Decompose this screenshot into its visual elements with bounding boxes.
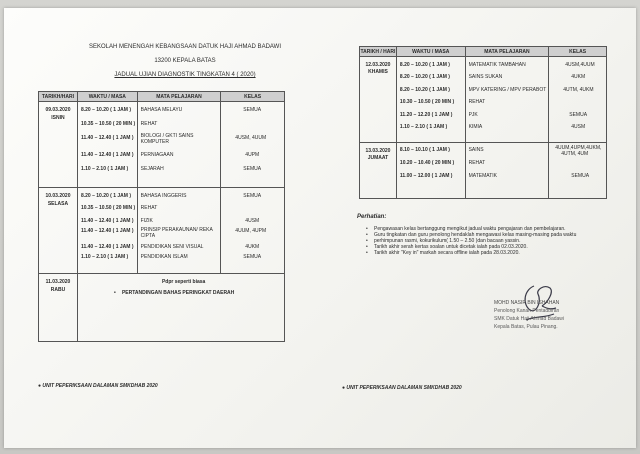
day-name: RABU <box>50 287 66 293</box>
table-header <box>360 47 607 57</box>
day-cell <box>39 188 78 274</box>
header-class: KELAS <box>549 47 607 57</box>
day-cell <box>39 274 78 342</box>
footer-right: ● UNIT PEPERIKSAAN DALAMAN SMKDHAB 2020 <box>342 385 462 391</box>
header-time: WAKTU / MASA <box>396 47 465 57</box>
list-item: • Tarikh akhir "Key in" markah secara offline ialah pada 28.03.2020. <box>366 250 576 256</box>
day-cell <box>360 143 397 199</box>
document-title: JADUAL UJIAN DIAGNOSTIK TINGKATAN 4 ( 2020) <box>114 72 256 78</box>
day-name: SELASA <box>47 201 69 207</box>
class-cell: 4USM,4UUM 4UKM 4UTM, 4UKM SEMUA 4USM <box>549 57 607 143</box>
class-cell: 4UUM,4UPM,4UKM, 4UTM, 4UM SEMUA <box>549 143 607 199</box>
list-item: • Pengawasan kelas bertanggung mengikut jadual waktu pengajaran dan pembelajaran. <box>366 226 576 232</box>
signature-line1: Penolong Kanan Pentadbiran <box>494 308 560 314</box>
event-note: Pdpr seperti biasa <box>161 279 206 285</box>
signature-name: MOHD NASIR BIN ISHAHAN <box>494 300 560 306</box>
header-class: KELAS <box>221 92 285 102</box>
day-name: ISNIN <box>51 115 65 121</box>
day-name: KHAMIS <box>368 69 388 75</box>
event-title: PERTANDINGAN BAHAS PERINGKAT DAERAH <box>121 290 235 296</box>
list-item: • Tarikh akhir serah kertas soalan untuk dicetak ialah pada 02.03.2020. <box>366 244 576 250</box>
school-address: 13200 KEPALA BATAS <box>154 58 216 64</box>
time-cell: 8.10 – 10.10 ( 1 JAM ) 10.20 – 10.40 ( 20 MIN ) 11.00 – 12.00 ( 1 JAM ) <box>396 143 465 199</box>
signature-line2: SMK Datuk Haji Ahmad Badawi <box>494 316 565 322</box>
day-cell <box>360 57 397 143</box>
table-header <box>39 92 285 102</box>
table-row <box>39 274 285 342</box>
header-subject: MATA PELAJARAN <box>465 47 549 57</box>
table-row <box>39 188 285 274</box>
footer-left: ● UNIT PEPERIKSAAN DALAMAN SMKDHAB 2020 <box>38 383 158 389</box>
day-cell <box>39 102 78 188</box>
class-cell: SEMUA 4USM 4UUM, 4UPM 4UKM SEMUA <box>221 188 285 274</box>
header-subject: MATA PELAJARAN <box>137 92 221 102</box>
subject-cell: BAHASA MELAYU REHAT BIOLOGI / GKTI SAINS KOMPUTER PERNIAGAAN SEJARAH <box>137 102 221 188</box>
subject-cell: BAHASA INGGERIS REHAT FIZIK PRINSIP PERAKAUNAN/ REKA CIPTA PENDIDIKAN SENI VISUAL PENDIDIKAN ISLAM <box>137 188 221 274</box>
header-day: TARIKH/HARI <box>39 92 78 102</box>
timetable-left <box>38 91 285 342</box>
subject-cell: SAINS REHAT MATEMATIK <box>465 143 549 199</box>
day-name: JUMAAT <box>367 155 389 161</box>
header-time: WAKTU / MASA <box>77 92 137 102</box>
day-date: 10.03.2020 <box>45 193 71 199</box>
list-item: • perhimpunan rasmi, kokurikulum( 1.50 – 2.50 )dan bacaan yassin. <box>366 238 576 244</box>
header-day: TARIKH / HARI <box>360 48 396 55</box>
signature-line3: Kepala Batas, Pulau Pinang. <box>494 324 558 330</box>
class-cell: SEMUA 4USM, 4UUM 4UPM SEMUA <box>221 102 285 188</box>
day-date: 13.03.2020 <box>365 148 391 154</box>
list-item: • Guru tingkatan dan guru penolong hendaklah mengawasi kelas masing-masing pada waktu <box>366 232 576 238</box>
time-cell: 8.20 – 10.20 ( 1 JAM ) 8.20 – 10.20 ( 1 JAM ) 8.20 – 10.20 ( 1 JAM ) 10.30 – 10.50 ( 20 MIN ) 11.20 – 12.20 ( 1 JAM ) 1.10 – 2.10 ( 1 JAM ) <box>396 57 465 143</box>
subject-cell: MATEMATIK TAMBAHAN SAINS SUKAN MPV KATERING / MPV PERABOT REHAT PJK KIMIA <box>465 57 549 143</box>
notes-list <box>366 226 576 256</box>
event-cell <box>77 274 284 342</box>
table-row <box>360 143 607 199</box>
day-date: 09.03.2020 <box>45 107 71 113</box>
school-name: SEKOLAH MENENGAH KEBANGSAAN DATUK HAJI AHMAD BADAWI <box>88 44 282 50</box>
day-date: 11.03.2020 <box>45 279 71 285</box>
time-cell: 8.20 – 10.20 ( 1 JAM ) 10.35 – 10.50 ( 20 MIN ) 11.40 – 12.40 ( 1 JAM ) 11.40 – 12.40 ( 1 JAM ) 1.10 – 2.10 ( 1 JAM ) <box>77 102 137 188</box>
event-bullet: • <box>113 290 116 296</box>
notes-heading: Perhatian: <box>357 214 387 220</box>
table-row <box>39 102 285 188</box>
time-cell: 8.20 – 10.20 ( 1 JAM ) 10.35 – 10.50 ( 20 MIN ) 11.40 – 12.40 ( 1 JAM ) 11.40 – 12.40 ( 1 JAM ) 11.40 – 12.40 ( 1 JAM ) 1.10 – 2.10 ( 1 JAM ) <box>77 188 137 274</box>
table-row <box>360 57 607 143</box>
timetable-right <box>359 46 607 199</box>
day-date: 12.03.2020 <box>365 62 391 68</box>
